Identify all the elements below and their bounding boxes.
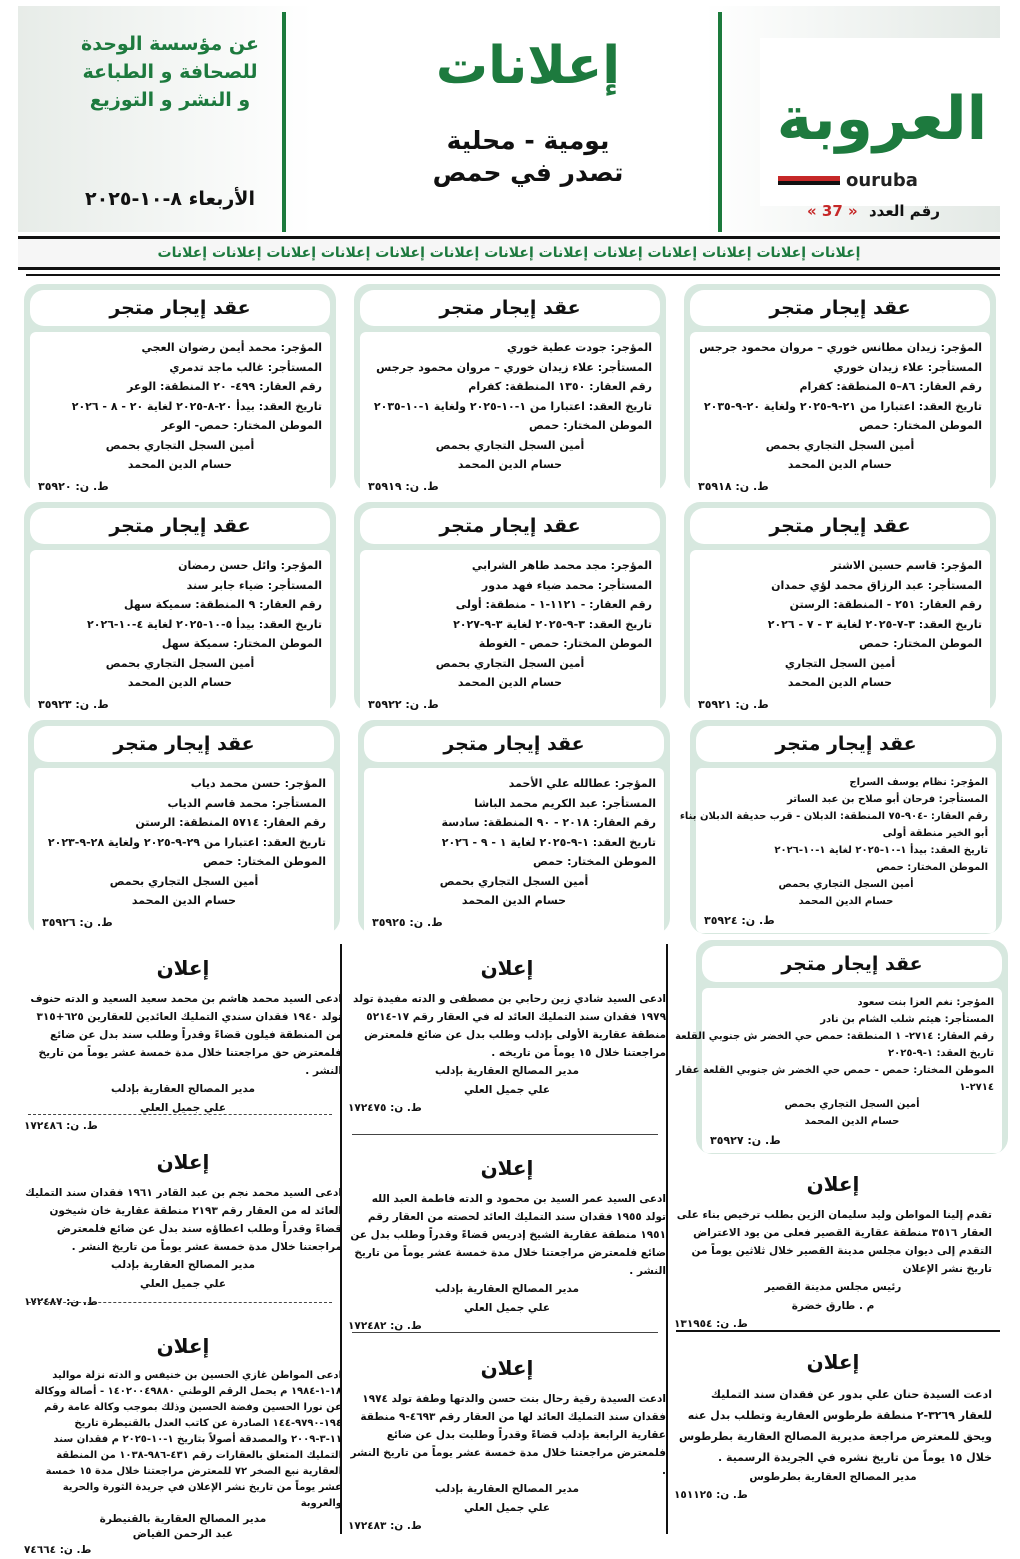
ads-banner: إعلانات إعلانات إعلانات إعلانات إعلانات إعلانات إعلانات إعلانات إعلانات إعلانات إعلانات إعلانات إعلانات bbox=[18, 236, 1000, 270]
card-line: المؤجر: نغم العزا بنت سعود bbox=[857, 997, 994, 1008]
contract-card bbox=[675, 940, 1008, 1154]
notice-divider bbox=[676, 1330, 1000, 1332]
card-body bbox=[675, 988, 1002, 1153]
contract-card bbox=[354, 502, 666, 712]
card-signature-title: أمين السجل التجاري بحمص bbox=[439, 874, 589, 888]
notice bbox=[24, 1334, 342, 1556]
notice-ref: ط. ن: ١٣١٩٥٤ bbox=[674, 1318, 748, 1330]
card-body bbox=[360, 332, 660, 500]
issue-label: رقم العدد bbox=[868, 202, 940, 220]
card-signature-title: أمين السجل التجاري بحمص bbox=[778, 879, 914, 890]
notice-ref: ط. ن: ١٧٢٤٨٦ bbox=[24, 1120, 98, 1132]
card-body bbox=[364, 768, 664, 936]
card-line: رقم العقار: ١٣٥٠ المنطقة: كفرام bbox=[468, 380, 652, 393]
notice-body: ادعى السيد شادي زين رحابي بن مصطفى و الدته مفيدة تولد ١٩٧٩ فقدان سند التمليك العائد له في العقار رقم ١٧-٥٢١٤ منطقة عقارية الأولى بإدلب وطلب بدل عن ضائع فلمعترض مراجعتنا خلال ١٥ يوماً من تاريخه . bbox=[353, 993, 666, 1059]
card-line: الموطن المختار: حمص - الغوطة bbox=[478, 637, 652, 650]
card-body bbox=[690, 550, 990, 718]
card-line: تاريخ العقد: ٣-٩-٢٠٢٥ لغاية ٣-٩-٢٠٢٧ bbox=[453, 617, 652, 631]
card-body bbox=[34, 768, 334, 936]
logo-latin: ouruba bbox=[846, 170, 918, 191]
notice-signature-title: رئيس مجلس مدينة القصير bbox=[764, 1281, 902, 1293]
header-rule bbox=[26, 274, 1000, 276]
notice-title: إعلان bbox=[480, 956, 534, 980]
card-ref: ط. ن: ٣٥٩٢١ bbox=[698, 697, 769, 711]
card-line: المؤجر: مجد محمد طاهر الشرابي bbox=[471, 559, 652, 572]
card-line: الموطن المختار: حمص bbox=[859, 419, 982, 432]
masthead bbox=[18, 6, 1000, 232]
notice-signature-title: مدير المصالح العقارية بإدلب bbox=[434, 1483, 580, 1495]
card-body bbox=[679, 768, 996, 933]
card-line: المستأجر: عبد الرزاق محمد لؤي حمدان bbox=[771, 578, 982, 592]
notice-signature-title: مدير المصالح العقارية بإدلب bbox=[110, 1259, 256, 1271]
card-signature-name: حسام الدين المحمد bbox=[457, 458, 563, 471]
card-signature-title: أمين السجل التجاري bbox=[784, 656, 896, 670]
newspaper-logo bbox=[760, 38, 1004, 206]
issue-number: « 37 » bbox=[807, 202, 858, 220]
card-body bbox=[690, 332, 990, 500]
contract-card bbox=[24, 284, 336, 492]
card-signature-name: حسام الدين المحمد bbox=[127, 676, 233, 689]
card-line: المستأجر: ضياء جابر سند bbox=[186, 578, 322, 592]
card-line: تاريخ العقد: اعتبارا من ٢١-٩-٢٠٢٥ ولغاية ٢٠-٩-٢٠٣٥ bbox=[703, 399, 982, 413]
notice-body: ادعى السيد محمد نجم بن عبد القادر ١٩٦١ فقدان سند التمليك العائد له من العقار رقم ٢١٩٣ منطقة عقارية خان شيخون قضاءً وقدراً وطلب اعطاؤه سند بدل عن ضائع فلمعترض مراجعتنا خلال مدة خمسة عشر يوماً من تاريخ النشر . bbox=[25, 1187, 342, 1253]
notice-ref: ط. ن: ١٧٢٤٨٣ bbox=[348, 1520, 422, 1532]
card-line: رقم العقار: -٩٠٤-٧٥ المنطقة: الدبلان - قرب حديقة الدبلان بناء bbox=[679, 811, 988, 822]
card-line: المستأجر: عبد الكريم محمد الباشا bbox=[474, 796, 656, 810]
contract-card bbox=[684, 284, 996, 492]
card-signature-name: حسام الدين المحمد bbox=[798, 896, 894, 907]
card-signature-name: حسام الدين المحمد bbox=[787, 458, 893, 471]
card-title: عقد إيجار متجر bbox=[30, 508, 330, 544]
card-line: تاريخ العقد: ١-٩-٢٠٢٥ لغاية ١ - ٩ - ٢٠٢٦ bbox=[441, 835, 656, 849]
notice-title: إعلان bbox=[156, 1150, 210, 1174]
card-line: المؤجر: حسن محمد دياب bbox=[190, 777, 326, 790]
card-line: تاريخ العقد: ١-٩-٢٠٢٥ bbox=[888, 1048, 994, 1059]
card-body bbox=[360, 550, 660, 718]
card-line: ٢٧١٤-١ bbox=[959, 1082, 994, 1093]
contract-card bbox=[24, 502, 336, 712]
notice bbox=[348, 956, 666, 1114]
card-line: المؤجر: عطالله علي الأحمد bbox=[508, 777, 656, 790]
contract-card bbox=[679, 720, 1002, 934]
card-title: عقد إيجار متجر bbox=[702, 946, 1002, 982]
card-signature-name: حسام الدين المحمد bbox=[787, 676, 893, 689]
card-line: الموطن المختار: سميكة سهل bbox=[161, 637, 322, 650]
issue-info bbox=[780, 202, 940, 220]
notice-body: ادعت السيدة حنان علي بدور عن فقدان سند التمليك للعقار ٣٢٦٩-٢ منطقة طرطوس العقارية وتطلب بدل عنه ويحق للمعترض مراجعة مديرية المصالح العقارية بطرطوس خلال ١٥ يوماً من تاريخ نشره في الجريدة الرسمية . bbox=[678, 1388, 992, 1464]
notice-body: ادعى السيد عمر السيد بن محمود و الدته فاطمة العبد الله تولد ١٩٥٥ فقدان سند التمليك العائد لحصته من العقار رقم ١٩٥١ منطقة عقارية الشيخ إدريس قضاءً وقدراً وطلب بدل عن ضائع فلمعترض مراجعتنا خلال مدة خمسة عشر يوماً من تاريخ النشر . bbox=[350, 1193, 666, 1277]
card-signature-name: حسام الدين المحمد bbox=[461, 894, 567, 907]
notice-title: إعلان bbox=[806, 1350, 860, 1374]
logo-stripe-black bbox=[778, 181, 840, 185]
notice-signature-name: علي جميل العلي bbox=[463, 1502, 551, 1514]
notice-signature-name: علي جميل العلي bbox=[463, 1302, 551, 1314]
card-line: الموطن المختار: حمص bbox=[529, 419, 652, 432]
notice-signature-title: مدير المصالح العقارية بإدلب bbox=[110, 1083, 256, 1095]
card-title: عقد إيجار متجر bbox=[360, 508, 660, 544]
card-signature-title: أمين السجل التجاري بحمص bbox=[765, 438, 915, 452]
card-title: عقد إيجار متجر bbox=[30, 290, 330, 326]
card-line: تاريخ العقد: اعتبارا من ١-١٠-٢٠٢٥ ولغاية ١-١٠-٢٠٣٥ bbox=[373, 399, 652, 413]
notice-divider bbox=[28, 1114, 332, 1115]
contract-card bbox=[358, 720, 670, 934]
card-signature-name: حسام الدين المحمد bbox=[127, 458, 233, 471]
card-title: عقد إيجار متجر bbox=[690, 508, 990, 544]
notice bbox=[348, 1156, 666, 1332]
card-line: رقم العقار: ٢٧١٤- ١ المنطقة: حمص حي الخضر ش جنوبي القلعة bbox=[675, 1031, 994, 1042]
card-line: الموطن المختار: حمص- الوعر bbox=[161, 419, 322, 432]
card-ref: ط. ن: ٣٥٩٢٢ bbox=[368, 697, 439, 711]
publication-date: الأربعاء ٨-١٠-٢٠٢٥ bbox=[85, 188, 255, 210]
card-title: عقد إيجار متجر bbox=[696, 726, 996, 762]
card-signature-title: أمين السجل التجاري بحمص bbox=[105, 656, 255, 670]
card-signature-title: أمين السجل التجاري بحمص bbox=[435, 656, 585, 670]
card-signature-title: أمين السجل التجاري بحمص bbox=[784, 1099, 920, 1110]
card-signature-title: أمين السجل التجاري بحمص bbox=[105, 438, 255, 452]
publisher-line-1: عن مؤسسة الوحدة bbox=[81, 33, 259, 55]
notice-signature-title: مدير المصالح العقارية بإدلب bbox=[434, 1283, 580, 1295]
card-line: المستأجر: علاء زيدان خوري – مروان محمود جرجس bbox=[376, 360, 652, 374]
subtitle-frequency: يومية - محلية bbox=[446, 126, 610, 155]
card-title: عقد إيجار متجر bbox=[690, 290, 990, 326]
card-ref: ط. ن: ٣٥٩٢٦ bbox=[42, 915, 113, 929]
notice bbox=[674, 1172, 992, 1330]
card-signature-name: حسام الدين المحمد bbox=[457, 676, 563, 689]
card-line: الموطن المختار: حمص - حمص حي الخضر ش جنوبي القلعة عقار bbox=[675, 1065, 994, 1076]
card-signature-title: أمين السجل التجاري بحمص bbox=[435, 438, 585, 452]
card-line: رقم العقار: ٤٩٩- ٢٠ المنطقة: الوعر bbox=[127, 380, 322, 393]
card-line: رقم العقار: ٥٧١٤ المنطقة: الرستن bbox=[135, 816, 326, 829]
card-line: رقم العقار: ٢٥١ - المنطقة: الرستن bbox=[789, 598, 982, 611]
card-line: المؤجر: محمد أيمن رضوان العجي bbox=[141, 341, 322, 354]
card-signature-name: حسام الدين المحمد bbox=[131, 894, 237, 907]
card-line: المؤجر: زيدان مطانس خوري – مروان محمود جرجس bbox=[699, 341, 982, 354]
notice-body: ادعت السيدة رقية رحال بنت حسن والدتها وطفة تولد ١٩٧٤ فقدان سند التمليك العائد لها من العقار رقم ٤٦٩٣-٩ منطقة عقارية الرابعة بإدلب قضاءً وقدراً وطلبت بدل عن ضائع فلمعترض مراجعتنا خلال مدة خمسة عشر يوماً من تاريخ النشر . bbox=[350, 1393, 666, 1477]
notice-signature-title: مدير المصالح العقارية بطرطوس bbox=[749, 1471, 917, 1483]
card-title: عقد إيجار متجر bbox=[364, 726, 664, 762]
contract-card bbox=[684, 502, 996, 712]
notice-body: تقدم إلينا المواطن وليد سليمان الزين بطلب ترخيص بناء على العقار ٣٥١٦ منطقة عقارية القصير فعلى من يود الاعتراض التقدم إلى ديوان مجلس مدينة القصير خلال ثلاثين يوماً من تاريخ نشر الإعلان bbox=[676, 1209, 992, 1275]
card-ref: ط. ن: ٣٥٩٢٥ bbox=[372, 915, 443, 929]
card-line: المؤجر: نظام يوسف السراج bbox=[849, 777, 988, 788]
publisher-line-3: و النشر و التوزيع bbox=[89, 89, 251, 111]
notice-ref: ط. ن: ١٧٢٤٨٢ bbox=[348, 1320, 422, 1332]
notice-signature-name: علي جميل العلي bbox=[139, 1102, 227, 1114]
card-ref: ط. ن: ٣٥٩١٩ bbox=[368, 479, 439, 493]
column-rule bbox=[666, 944, 668, 1534]
card-line: الموطن المختار: حمص bbox=[203, 855, 326, 868]
card-ref: ط. ن: ٣٥٩١٨ bbox=[698, 479, 769, 493]
card-line: تاريخ العقد: بيدأ ٥-١٠-٢٠٢٥ لغاية ٤-١٠-٢٠٢٦ bbox=[87, 617, 322, 631]
notice bbox=[674, 1350, 992, 1501]
card-line: تاريخ العقد: بيدأ ٢٠-٨-٢٠٢٥ لغاية ٢٠ - ٨ - ٢٠٢٦ bbox=[71, 399, 322, 413]
card-line: رقم العقار: ٨٦–٥ المنطقة: كفرام bbox=[799, 380, 982, 393]
card-ref: ط. ن: ٣٥٩٢٠ bbox=[38, 479, 109, 493]
notice-title: إعلان bbox=[806, 1172, 860, 1196]
contract-card bbox=[354, 284, 666, 492]
notice-title: إعلان bbox=[480, 1356, 534, 1380]
page-title: إعلانات bbox=[435, 36, 621, 96]
card-line: المستأجر: هيثم شلب الشام بن نادر bbox=[820, 1014, 994, 1025]
notice-divider bbox=[28, 1302, 332, 1303]
notice-signature-name: علي جميل العلي bbox=[139, 1278, 227, 1290]
card-line: المستأجر: علاء زيدان خوري bbox=[833, 360, 982, 374]
card-line: المستأجر: غالب ماجد تدمري bbox=[169, 360, 322, 374]
notice-ref: ط. ن: ٧٤٦٦٤ bbox=[24, 1544, 92, 1556]
notice-divider bbox=[352, 1134, 658, 1135]
card-line: تاريخ العقد: بيدأ ١-١٠-٢٠٢٥ لغاية ١-١٠-٢٠٢٦ bbox=[774, 845, 988, 856]
contract-card bbox=[28, 720, 340, 934]
notice-title: إعلان bbox=[156, 1334, 210, 1358]
card-signature-name: حسام الدين المحمد bbox=[804, 1116, 900, 1127]
card-line: رقم العقار: - ١١٢١-١ - منطقة: أولى bbox=[455, 598, 652, 611]
notice-signature-name: م . طارق خضرة bbox=[791, 1300, 875, 1312]
card-title: عقد إيجار متجر bbox=[34, 726, 334, 762]
publisher-line-2: للصحافة و الطباعة bbox=[82, 61, 258, 83]
card-ref: ط. ن: ٣٥٩٢٣ bbox=[38, 697, 109, 711]
card-line: الموطن المختار: حمص bbox=[859, 637, 982, 650]
notice-signature-name: عبد الرحمن الفياض bbox=[132, 1528, 234, 1540]
card-body bbox=[30, 332, 330, 500]
card-line: المؤجر: قاسم حسين الاشتر bbox=[830, 559, 982, 572]
card-line: المؤجر: وائل حسن رمضان bbox=[178, 559, 322, 572]
card-ref: ط. ن: ٣٥٩٢٤ bbox=[704, 914, 775, 927]
notice-body: ادعى السيد محمد هاشم بن محمد سعيد السعيد و الدته حنوف تولد ١٩٤٠ فقدان سندي التمليك العائدين للعقارين ٦٢٥+٣١٥ من المنطقة فيلون قضاءً وقدراً وطلب سند بدل عن ضائع فلمعترض حق مراجعتنا خلال مدة خمسة عشر يوماً من تاريخ النشر . bbox=[30, 993, 342, 1077]
card-signature-title: أمين السجل التجاري بحمص bbox=[109, 874, 259, 888]
notice-ref: ط. ن: ١٥١١٢٥ bbox=[674, 1489, 748, 1501]
card-line: المستأجر: محمد ضياء فهد مدور bbox=[481, 578, 652, 592]
notice-signature-name: علي جميل العلي bbox=[463, 1084, 551, 1096]
notice bbox=[24, 1150, 342, 1308]
notice-ref: ط. ن: ١٧٢٤٧٥ bbox=[348, 1102, 422, 1114]
card-line: المستأجر: محمد قاسم الدياب bbox=[167, 796, 326, 810]
notice-body: ادعى المواطن غازي الحسين بن خنيفس و الدته نزلة مواليد ١٨-١-١٩٨٤ م يحمل الرقم الوطني ١٤٠٢٠٠٤٩٨٨٠ - أصالة ووكالة عن نورا الحسين وفضة الحسين وذلك بموجب وكالة عامة رقم ١٩٤-٩٧٩٠-١٤٤ الصادرة عن كاتب العدل بالقنيطرة تاريخ ١١-٣-٢٠٠٩ والمصدقة أصولاً بتاريخ ١-١٠-٢٠٢٥ م فقدان سند التمليك المتعلق بالعقارات رقم ٤٣١-٩٨٦-١٠٣٨ من المنطقة العقارية نبع الصخر ٧٢ للمعترض مراجعتنا خلال مدة ١٥ خمسة عشر يوماً من تاريخ نشر الإعلان في جريدة الثورة والحرية والعروبة bbox=[34, 1370, 342, 1509]
notice bbox=[24, 956, 342, 1132]
card-line: تاريخ العقد: اعتبارا من ٢٩-٩-٢٠٢٥ ولغاية ٢٨-٩-٢٠٢٣ bbox=[47, 835, 326, 849]
notice bbox=[348, 1356, 666, 1532]
card-body bbox=[30, 550, 330, 718]
card-title: عقد إيجار متجر bbox=[360, 290, 660, 326]
card-line: تاريخ العقد: ٣-٧-٢٠٢٥ لغاية ٣ - ٧ - ٢٠٢٦ bbox=[767, 617, 982, 631]
card-line: أبو الخير منطقة أولى bbox=[882, 828, 988, 839]
card-line: رقم العقار: ٩ المنطقة: سميكة سهل bbox=[123, 598, 322, 611]
logo-arabic: العروبة bbox=[776, 84, 988, 154]
card-line: رقم العقار: ٢٠١٨ - ٩٠ المنطقة: سادسة bbox=[441, 816, 656, 829]
card-line: المستأجر: فرحان أبو صلاح بن عبد الساتر bbox=[787, 794, 988, 805]
notice-title: إعلان bbox=[480, 1156, 534, 1180]
card-line: المؤجر: جودت عطية خوري bbox=[507, 341, 652, 354]
card-line: الموطن المختار: حمص bbox=[876, 862, 988, 873]
card-line: الموطن المختار: حمص bbox=[533, 855, 656, 868]
notice-title: إعلان bbox=[156, 956, 210, 980]
notice-divider bbox=[352, 1332, 658, 1333]
notice-ref: ط. ن: ١٧٢٤٨٧ bbox=[24, 1296, 98, 1308]
notice-signature-title: مدير المصالح العقارية بالقنيطرة bbox=[99, 1513, 267, 1525]
notice-signature-title: مدير المصالح العقارية بإدلب bbox=[434, 1065, 580, 1077]
subtitle-place: تصدر في حمص bbox=[432, 158, 624, 187]
card-ref: ط. ن: ٣٥٩٢٧ bbox=[710, 1134, 781, 1147]
